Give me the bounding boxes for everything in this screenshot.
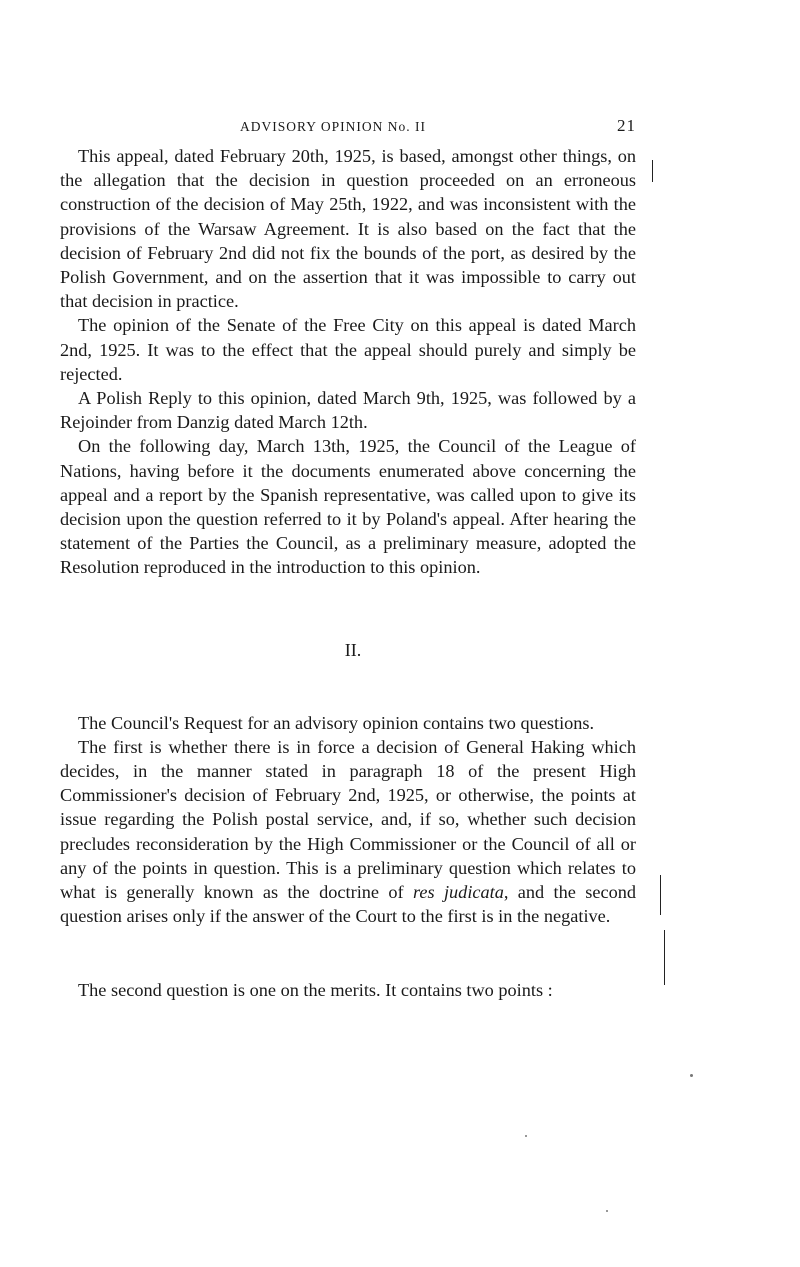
scan-speck (690, 1074, 693, 1077)
scan-speck (606, 1210, 608, 1212)
paragraph-polish-reply: A Polish Reply to this opinion, dated March 9th, 1925, was followed by a Rejoinder from Danzig dated March 12th. (60, 388, 636, 433)
res-judicata-term: res judicata (412, 882, 504, 903)
paragraph-council-resolution: On the following day, March 13th, 1925, the Council of the League of Nations, having before it the documents enumerated above concerning the appeal and a report by the Spanish representative, was called upon to give its decision upon the question referred to it by Poland's appeal. After hearing the statement of the Parties the Council, as a preliminary measure, adopted the Resolution reproduced in the introduction to this opinion. (60, 436, 636, 578)
margin-mark (660, 875, 661, 915)
first-question-text-b: , and the second question arises only if the answer of the Court to the first is in the negative. (60, 882, 636, 927)
running-title: ADVISORY OPINION No. II (240, 119, 426, 134)
paragraph-request-questions: The Council's Request for an advisory opinion contains two questions. (78, 712, 595, 733)
scan-speck (525, 1135, 527, 1137)
page-number: 21 (617, 116, 636, 135)
paragraph-second-question: The second question is one on the merits. It contains two points : (78, 980, 553, 1001)
margin-mark (664, 930, 665, 985)
paragraph-first-question (60, 735, 636, 929)
section-heading: II. (344, 639, 362, 660)
first-question-text-a: The first is whether there is in force a decision of General Haking which decides, in the manner stated in paragraph 18 of the present High Commissioner's decision of February 2nd, 1925, or otherwise, the points at issue regarding the Polish postal service, and, if so, whether such decision precludes reconsideration by the High Commissioner or the Council of all or any of the points in question. This is a preliminary question which relates to what is generally known as the doctrine of (60, 736, 636, 903)
paragraph-senate-opinion: The opinion of the Senate of the Free City on this appeal is dated March 2nd, 1925. It was to the effect that the appeal should purely and simply be rejected. (60, 315, 636, 384)
document-page (60, 114, 636, 1003)
page-header (60, 114, 636, 144)
margin-mark (652, 160, 653, 182)
paragraph-appeal: This appeal, dated February 20th, 1925, is based, amongst other things, on the allegation that the decision in question proceeded on an erroneous construction of the decision of May 25th, 1922, and was inconsistent with the provisions of the Warsaw Agreement. It is also based on the fact that the decision of February 2nd did not fix the bounds of the port, as desired by the Polish Government, and on the assertion that it was impossible to carry out that decision in practice. (60, 146, 636, 312)
